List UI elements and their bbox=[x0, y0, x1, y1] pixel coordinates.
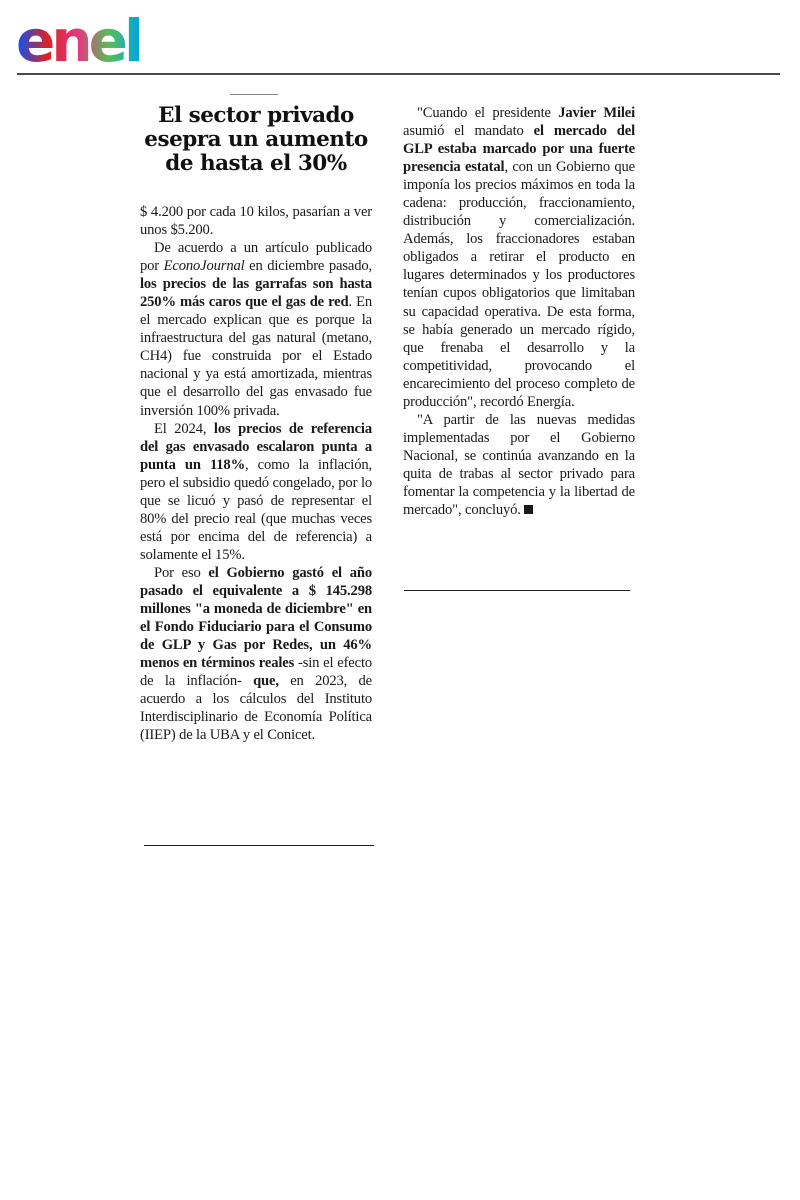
bold-text: el Gobierno gastó el año pasado el equivalente a $ 145.298 millones "a moneda de diciembre" en el Fondo Fiduciario para el Consumo de GLP y Gas por Redes, un 46% menos en términos reales bbox=[140, 564, 372, 672]
bold-text: que, bbox=[253, 673, 279, 690]
body-text: El 2024, bbox=[154, 420, 214, 437]
body-text: De acuerdo a un artículo publicado por bbox=[140, 240, 372, 275]
bold-text: Javier Milei bbox=[558, 105, 635, 121]
article-paragraph bbox=[140, 420, 372, 564]
article-paragraph bbox=[140, 564, 372, 744]
body-text: asumió el mandato bbox=[403, 123, 534, 140]
enel-logo bbox=[16, 6, 172, 68]
article-headline: El sector privado esepra un aumento de hasta el 30% bbox=[144, 103, 368, 176]
end-of-article-mark bbox=[524, 505, 533, 514]
body-text: en diciembre pasado, bbox=[244, 258, 372, 275]
bold-text: el mercado del GLP estaba marcado por una fuerte presencia estatal bbox=[403, 123, 635, 176]
article-paragraph bbox=[140, 203, 372, 239]
body-text: , con un Gobierno que imponía los precios máximos en toda la cadena: producción, fraccionamiento, distribución y comercialización. Además, los fraccionadores estaban obligados a retirar el producto en lugares determinados y los productores tenían cupos obligatorios que limitaban su capacidad operativa. De esta forma, se había generado un mercado rígido, que frenaba el desarrollo y la competitividad, provocando el encarecimiento del proceso completo de producción", recordó Energía. bbox=[403, 159, 635, 410]
header-divider bbox=[17, 73, 780, 75]
body-text: , como la inflación, pero el subsidio quedó congelado, por lo que se licuó y pasó de representar el 80% del precio real (que muchas veces está por encima del de referencia) a solamente el 15%. bbox=[140, 456, 372, 563]
italic-text: EconoJournal bbox=[163, 258, 245, 275]
body-text: . En el mercado explican que es porque la infraestructura del gas natural (metano, CH4) fue construida por el Estado nacional y ya está amortizada, mientras que el desarrollo del gas envasado fue inversión 100% privada. bbox=[140, 294, 372, 419]
right-column-end-rule bbox=[404, 590, 630, 591]
body-text: en 2023, de acuerdo a los cálculos del Instituto Interdisciplinario de Economía Política (IIEP) de la UBA y el Conicet. bbox=[140, 673, 373, 744]
article-paragraph bbox=[140, 239, 372, 419]
article-paragraph bbox=[403, 411, 635, 519]
article-column-right bbox=[403, 104, 635, 519]
body-text: $ 4.200 por cada 10 kilos, pasarían a ver unos $5.200. bbox=[140, 204, 372, 239]
article-column-left bbox=[140, 203, 372, 744]
left-column-end-rule bbox=[144, 845, 374, 846]
headline-top-rule bbox=[230, 94, 278, 95]
article-paragraph bbox=[403, 104, 635, 411]
page-header bbox=[0, 0, 800, 76]
svg-text:enel: enel bbox=[16, 7, 140, 68]
bold-text: los precios de referencia del gas envasado escalaron punta a punta un 118% bbox=[140, 420, 372, 473]
body-text: "Cuando el presidente bbox=[417, 105, 559, 121]
bold-text: los precios de las garrafas son hasta 250% más caros que el gas de red bbox=[140, 276, 372, 311]
body-text: "A partir de las nuevas medidas implementadas por el Gobierno Nacional, se continúa avanzando en la quita de trabas al sector privado para fomentar la competencia y la libertad de mercado", concluyó. bbox=[403, 411, 635, 519]
body-text: Por eso bbox=[154, 564, 209, 581]
body-text: -sin el efecto de la inflación- bbox=[140, 655, 372, 690]
